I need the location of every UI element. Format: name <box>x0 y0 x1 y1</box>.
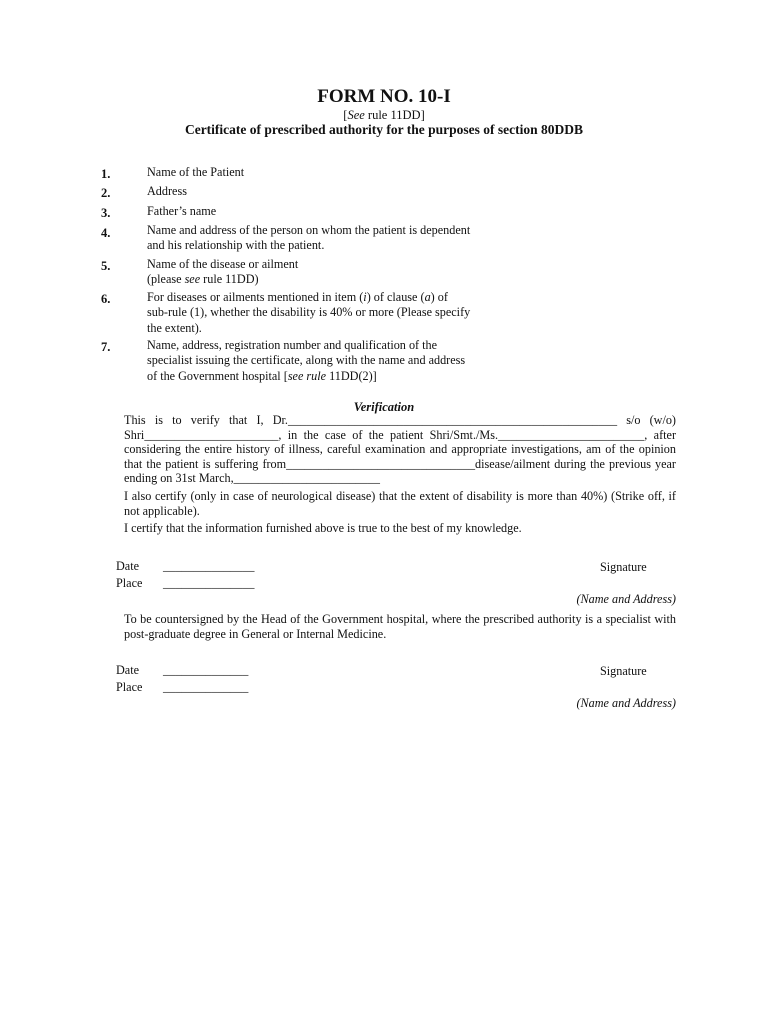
date-label: Date <box>116 559 140 573</box>
rule-reference <box>0 108 768 123</box>
item-text-part: Name, address, registration number and qualification of the specialist issuing the certificate, along with the name and address of the Government hospital [ <box>147 338 466 383</box>
item-text-italic: i <box>363 290 367 304</box>
item-text-part: rule 11DD) <box>200 272 259 287</box>
item-text-part: 11DD(2)] <box>326 368 377 383</box>
verification-title: Verification <box>353 400 415 414</box>
item-number: 6. <box>101 292 111 306</box>
rule-prefix: [ <box>343 108 348 122</box>
rule-suffix: rule 11DD] <box>364 108 425 122</box>
date-label: Date <box>116 663 140 677</box>
item-text-part: ) of sub-rule (1), whether the disability is 40% or more (Please specify the extent). <box>147 290 471 335</box>
item-text <box>147 338 527 384</box>
item-number: 5. <box>101 259 111 273</box>
form-heading: Certificate of prescribed authority for the purposes of section 80DDB <box>184 122 584 137</box>
date-line: ______________ <box>163 663 249 677</box>
countersign-paragraph: To be countersigned by the Head of the Government hospital, where the prescribed authority is a specialist with post-graduate degree in General or Internal Medicine. <box>124 612 676 641</box>
date-line: _______________ <box>163 559 255 573</box>
item-text <box>147 290 507 336</box>
name-address-label: (Name and Address) <box>576 696 676 710</box>
item-number: 1. <box>101 167 111 181</box>
name-address-label: (Name and Address) <box>576 592 676 606</box>
signature-label: Signature <box>600 560 647 574</box>
item-number: 2. <box>101 186 111 200</box>
item-text-part: ) of clause ( <box>366 290 425 304</box>
place-line: _______________ <box>163 576 255 590</box>
item-text <box>147 257 507 288</box>
item-text-see: see rule <box>287 368 327 383</box>
item-number: 4. <box>101 226 111 240</box>
certify-neurological-paragraph: I also certify (only in case of neurological disease) that the extent of disability is more than 40%) (Strike off, if not applicable). <box>124 489 676 518</box>
place-line: ______________ <box>163 680 249 694</box>
certify-information-paragraph: I certify that the information furnished above is true to the best of my knowledge. <box>124 521 522 535</box>
signature-label: Signature <box>600 664 647 678</box>
item-text-part: For diseases or ailments mentioned in item ( <box>147 290 364 304</box>
item-number: 3. <box>101 206 111 220</box>
verification-paragraph: This is to verify that I, Dr.______________________________________________________ s/o (w/o) Shri______________________, in the case of the patient Shri/Smt./Ms.________________________, after considering the entire history of illness, careful examination and appropriate investigations, am of the opinion that the patient is suffering from_______________________________disease/ailment during the previous year ending on 31st March,________________________ <box>124 413 676 485</box>
item-text-see: see <box>184 272 201 287</box>
item-text: Address <box>147 184 187 198</box>
item-number: 7. <box>101 340 111 354</box>
item-text: Name and address of the person on whom the patient is dependent and his relationship with the patient. <box>147 223 471 253</box>
item-text-part: Name of the disease or ailment (please <box>147 257 299 287</box>
place-label: Place <box>116 680 143 694</box>
form-title: FORM NO. 10-I <box>317 86 451 107</box>
item-text: Name of the Patient <box>147 165 245 179</box>
item-text-italic: a <box>424 290 431 304</box>
rule-see: See <box>347 108 365 122</box>
place-label: Place <box>116 576 143 590</box>
item-text: Father’s name <box>147 204 217 218</box>
